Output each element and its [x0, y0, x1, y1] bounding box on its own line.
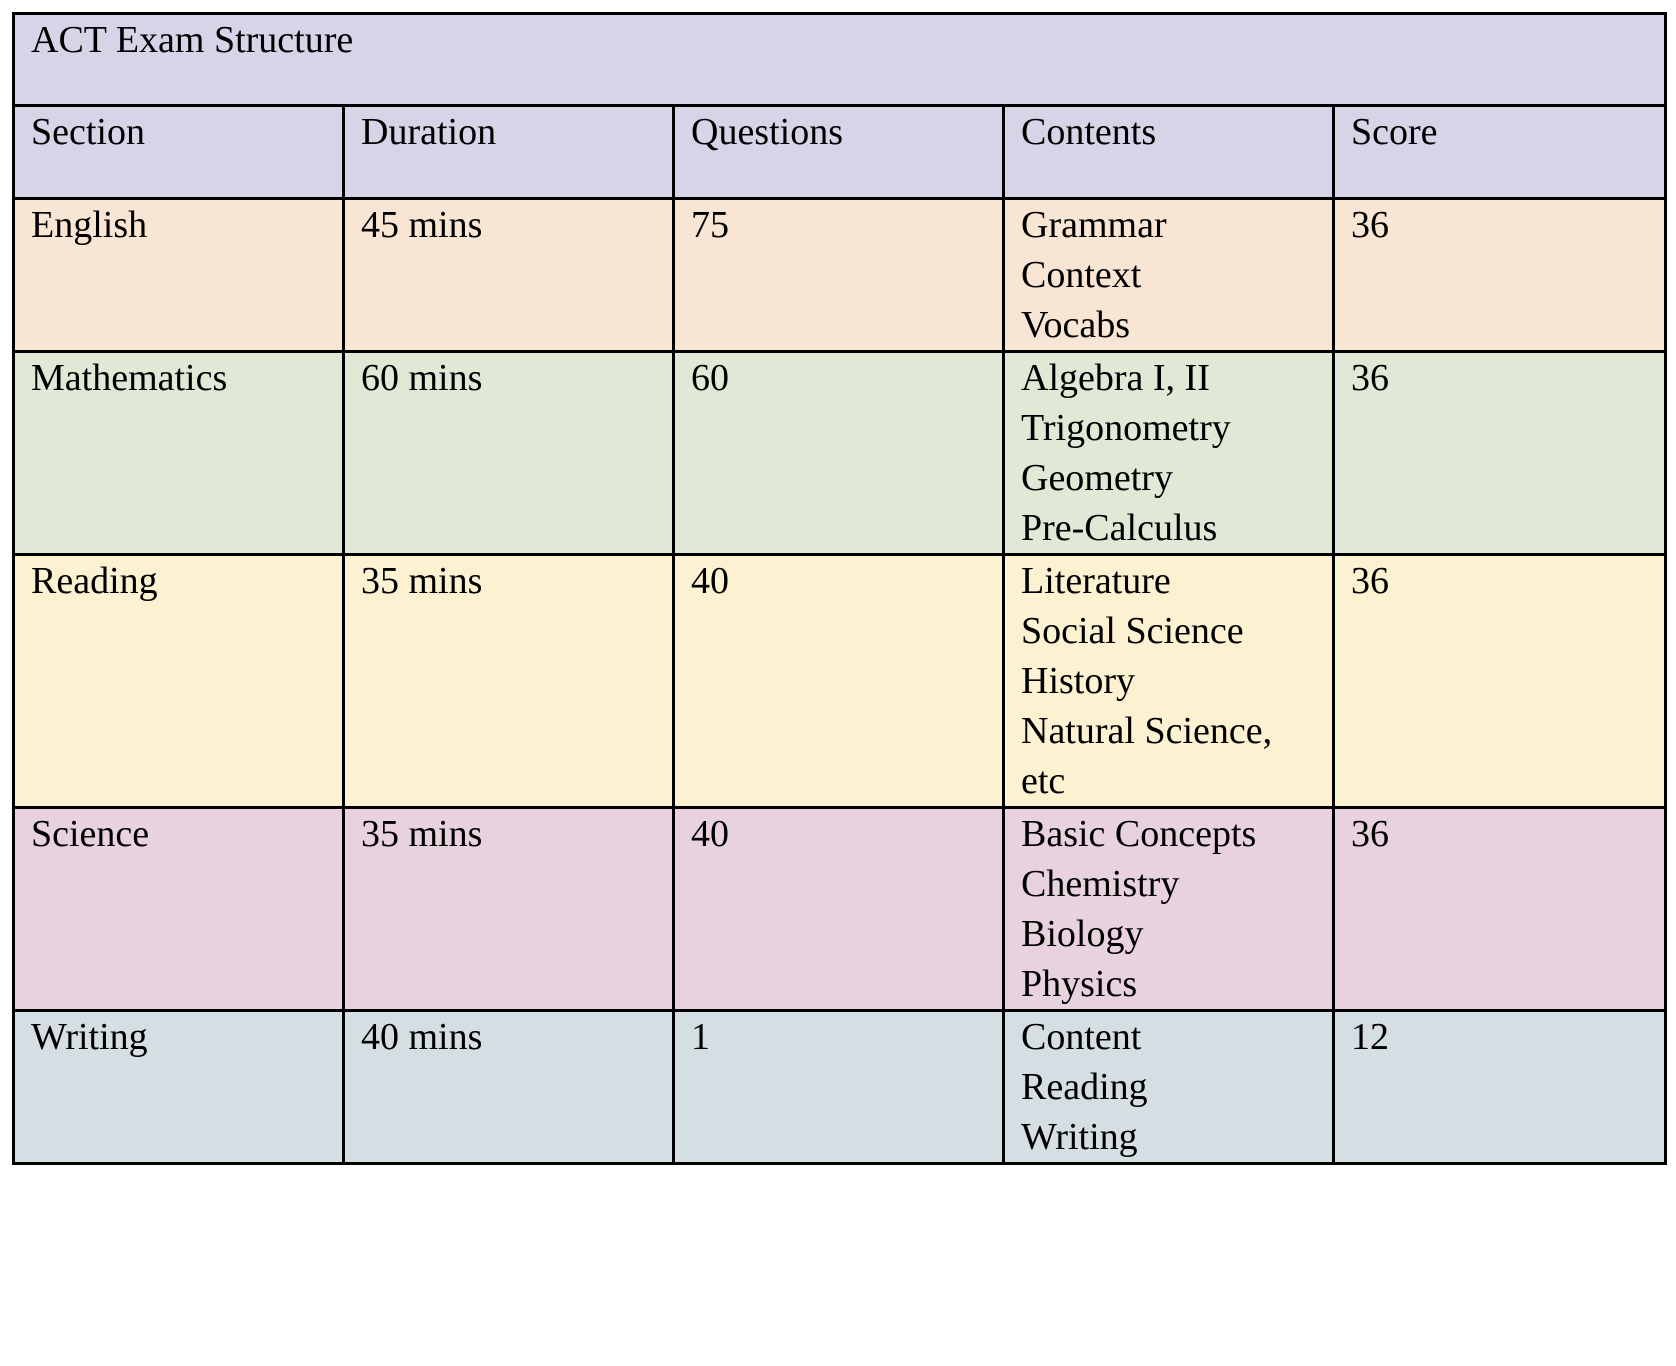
cell-section: Writing	[14, 1011, 344, 1164]
content-item: Pre-Calculus	[1021, 507, 1218, 549]
content-item: Trigonometry	[1021, 407, 1231, 449]
content-item: Biology	[1021, 913, 1144, 955]
header-questions: Questions	[674, 106, 1004, 199]
content-item: Chemistry	[1021, 863, 1180, 905]
content-item: Literature	[1021, 560, 1171, 602]
cell-questions: 1	[674, 1011, 1004, 1164]
cell-score: 12	[1334, 1011, 1666, 1164]
content-item: Basic Concepts	[1021, 813, 1257, 855]
cell-score: 36	[1334, 555, 1666, 808]
content-item: History	[1021, 660, 1135, 702]
cell-questions: 60	[674, 352, 1004, 555]
cell-contents	[1004, 352, 1334, 555]
cell-contents	[1004, 1011, 1334, 1164]
content-item: Algebra I, II	[1021, 357, 1210, 399]
content-item: Natural Science,	[1021, 710, 1273, 752]
cell-duration: 60 mins	[344, 352, 674, 555]
content-item: Vocabs	[1021, 304, 1131, 346]
cell-contents	[1004, 808, 1334, 1011]
content-item: Reading	[1021, 1066, 1148, 1108]
cell-score: 36	[1334, 199, 1666, 352]
content-item: Social Science	[1021, 610, 1244, 652]
cell-contents	[1004, 555, 1334, 808]
cell-duration: 45 mins	[344, 199, 674, 352]
content-item: Writing	[1021, 1116, 1138, 1158]
cell-score: 36	[1334, 808, 1666, 1011]
table-header-row	[14, 106, 1666, 199]
cell-duration: 35 mins	[344, 555, 674, 808]
cell-duration: 40 mins	[344, 1011, 674, 1164]
table-row	[14, 555, 1666, 808]
cell-section: Science	[14, 808, 344, 1011]
cell-section: Reading	[14, 555, 344, 808]
table-row	[14, 352, 1666, 555]
header-duration: Duration	[344, 106, 674, 199]
cell-contents	[1004, 199, 1334, 352]
content-item: Content	[1021, 1016, 1142, 1058]
table-row	[14, 808, 1666, 1011]
content-item: etc	[1021, 760, 1066, 802]
cell-duration: 35 mins	[344, 808, 674, 1011]
table-row	[14, 199, 1666, 352]
act-exam-table	[12, 12, 1667, 1165]
table-title-row	[14, 14, 1666, 106]
content-item: Context	[1021, 254, 1142, 296]
content-item: Physics	[1021, 963, 1138, 1005]
table-row	[14, 1011, 1666, 1164]
cell-section: English	[14, 199, 344, 352]
content-item: Geometry	[1021, 457, 1173, 499]
header-section: Section	[14, 106, 344, 199]
cell-questions: 75	[674, 199, 1004, 352]
cell-questions: 40	[674, 808, 1004, 1011]
cell-questions: 40	[674, 555, 1004, 808]
cell-section: Mathematics	[14, 352, 344, 555]
table-title: ACT Exam Structure	[14, 14, 1666, 106]
cell-score: 36	[1334, 352, 1666, 555]
header-score: Score	[1334, 106, 1666, 199]
header-contents: Contents	[1004, 106, 1334, 199]
content-item: Grammar	[1021, 204, 1167, 246]
